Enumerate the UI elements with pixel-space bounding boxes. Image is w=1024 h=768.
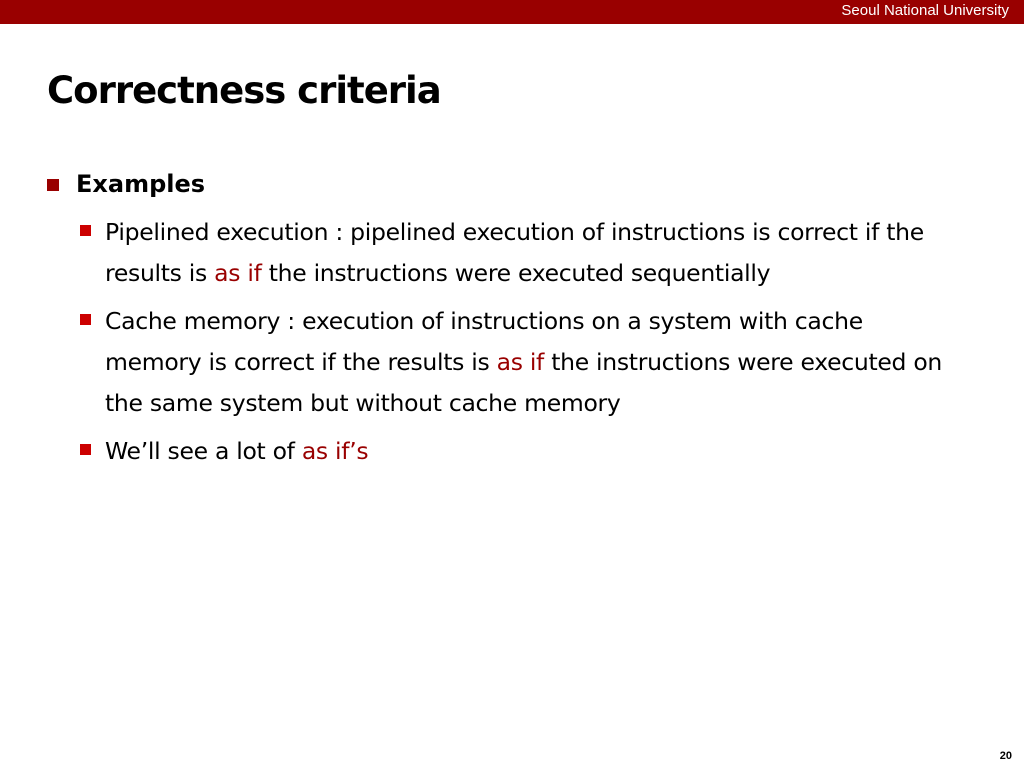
sub-bullet-text: We’ll see a lot of xyxy=(105,437,302,465)
slide-title: Correctness criteria xyxy=(47,69,441,112)
sub-bullet-list xyxy=(80,212,960,472)
highlight-text: as if’s xyxy=(301,437,369,465)
highlight-text: as if xyxy=(496,348,545,376)
page-number: 20 xyxy=(999,750,1012,762)
sub-bullet-pipelined xyxy=(80,212,960,294)
square-bullet-icon xyxy=(80,444,91,455)
highlight-text: as if xyxy=(214,259,262,287)
square-bullet-icon xyxy=(47,179,59,191)
sub-bullet-cache xyxy=(80,301,960,424)
sub-bullet-text: Pipelined execution : pipelined execution of instructions is correct if the results is xyxy=(105,218,924,287)
sub-bullet-as-ifs xyxy=(80,431,960,472)
sub-bullet-text: the instructions were executed sequentially xyxy=(261,259,771,287)
header-bar xyxy=(0,0,1024,24)
square-bullet-icon xyxy=(80,314,91,325)
square-bullet-icon xyxy=(80,225,91,236)
institution-name: Seoul National University xyxy=(841,2,1009,19)
bullet-label: Examples xyxy=(76,170,206,198)
sub-bullet-text: Cache memory : execution of instructions on a system with cache memory is correct if the results is xyxy=(105,307,863,376)
sub-bullet-text: the instructions were executed on the same system but without cache memory xyxy=(105,348,943,417)
